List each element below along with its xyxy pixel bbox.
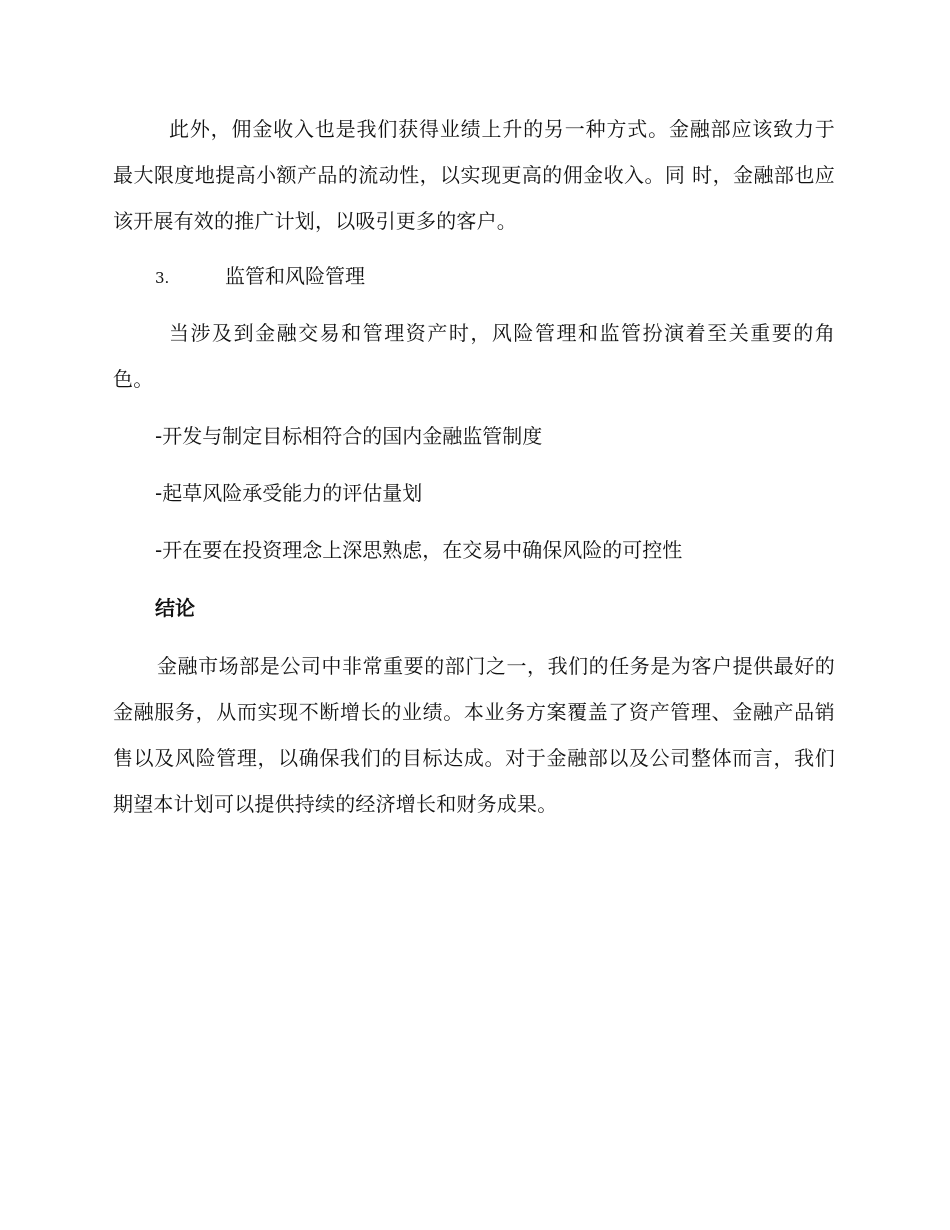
section-title: 监管和风险管理 [225, 264, 365, 288]
section-heading-regulation [155, 259, 365, 295]
section-number: 3. [155, 269, 170, 287]
list-item: -开发与制定目标相符合的国内金融监管制度 [155, 424, 543, 448]
commission-paragraph: 此外，佣金收入也是我们获得业绩上升的另一种方式。金融部应该致力于最大限度地提高小额产品的流动性，以实现更高的佣金收入。同 时，金融部也应该开展有效的推广计划，以吸引更多的客户。 [113, 117, 835, 233]
conclusion-heading: 结论 [155, 596, 195, 620]
risk-paragraph: 当涉及到金融交易和管理资产时，风险管理和监管扮演着至关重要的角色。 [113, 321, 835, 391]
conclusion-paragraph: 金融市场部是公司中非常重要的部门之一，我们的任务是为客户提供最好的金融服务，从而实现不断增长的业绩。本业务方案覆盖了资产管理、金融产品销售以及风险管理，以确保我们的目标达成。对于金融部以及公司整体而言，我们期望本计划可以提供持续的经济增长和财务成果。 [113, 654, 835, 816]
list-item: -开在要在投资理念上深思熟虑，在交易中确保风险的可控性 [155, 538, 683, 562]
list-item: -起草风险承受能力的评估量划 [155, 481, 423, 505]
